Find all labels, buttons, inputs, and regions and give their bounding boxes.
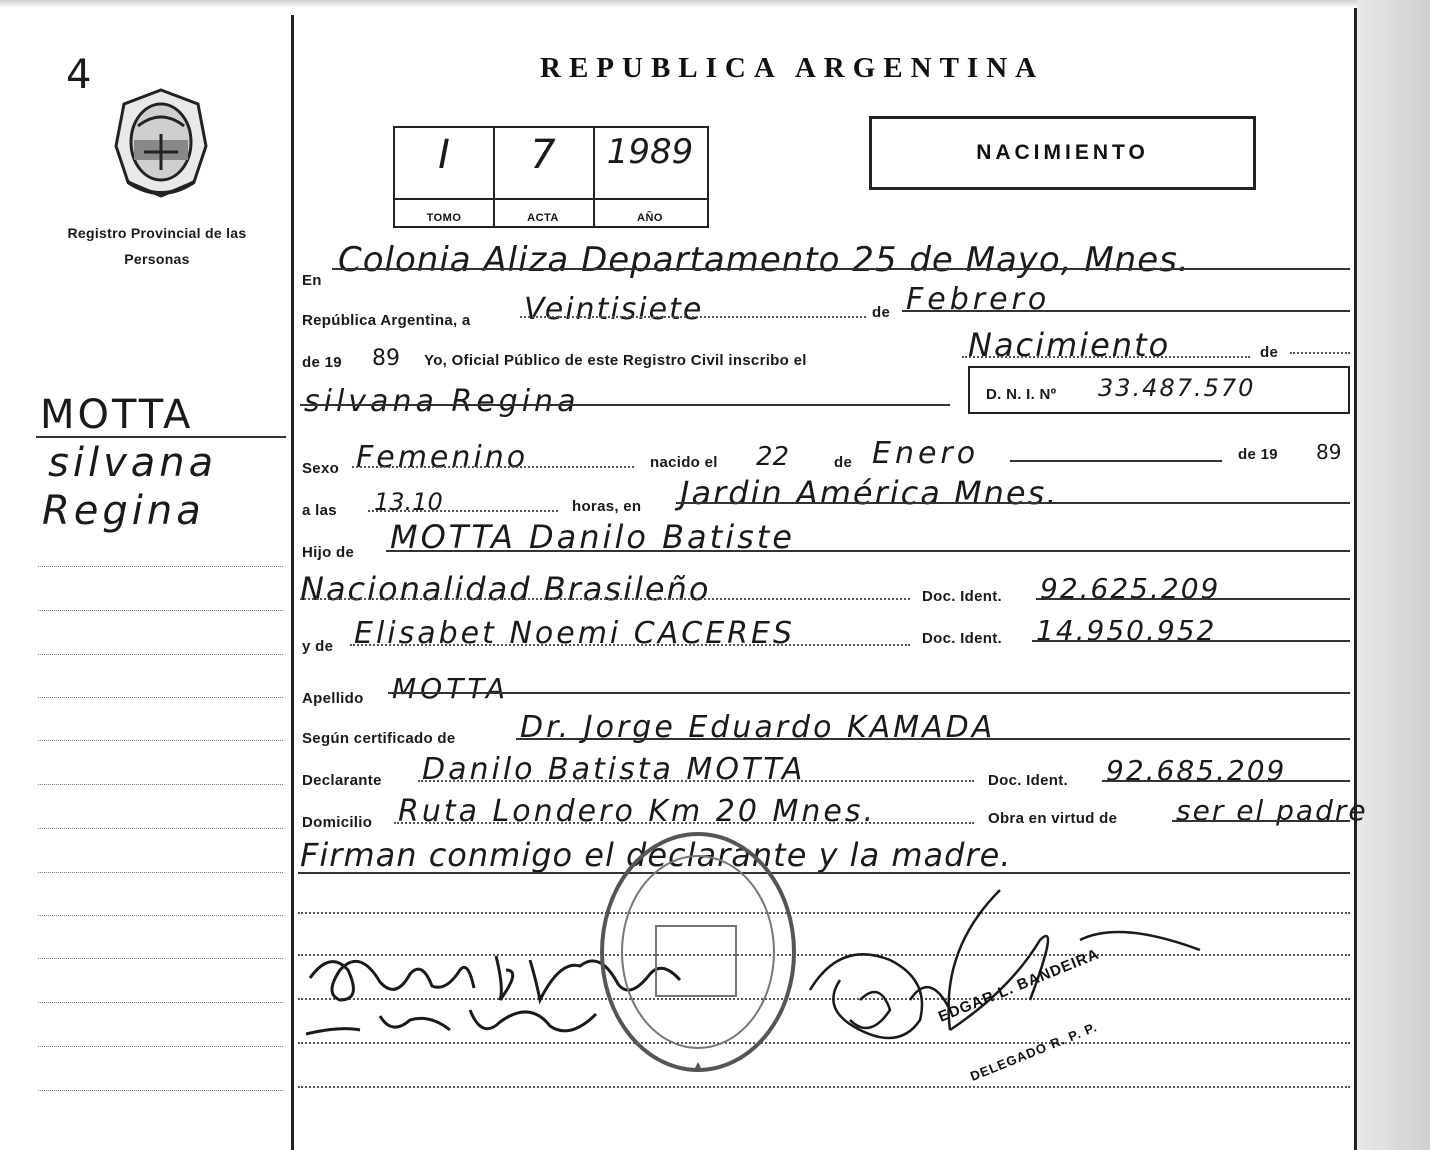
official-seal-icon [596, 826, 800, 1078]
declarante-doc-line [1102, 780, 1350, 782]
de19-label: de 19 [302, 354, 342, 371]
left-column-divider [291, 15, 294, 1150]
lugar-line [676, 502, 1350, 504]
official-signature [800, 880, 1220, 1060]
page-number: 4 [66, 52, 92, 98]
acta-label: ACTA [527, 212, 559, 224]
year-short: 89 [372, 346, 400, 371]
firman-line [298, 872, 1350, 874]
padre-doc-label: Doc. Ident. [922, 588, 1002, 605]
acta-value: 7 [530, 132, 556, 178]
dni-value: 33.487.570 [1098, 374, 1256, 402]
inscribo-tail-line [1290, 352, 1350, 354]
de-label: de [872, 304, 891, 321]
hora-value: 13.10 [374, 488, 443, 516]
dni-label: D. N. I. Nº [986, 386, 1057, 403]
margin-given-name-1: silvana [48, 440, 218, 486]
yo-label: Yo, Oficial Público de este Registro Civil inscribo el [424, 352, 807, 369]
domicilio-label: Domicilio [302, 814, 373, 831]
sexo-line [352, 466, 634, 468]
en-label: En [302, 272, 322, 289]
margin-rule [38, 740, 283, 741]
hora-line [368, 510, 558, 512]
mes-line [902, 310, 1350, 312]
tomo-label: TOMO [426, 212, 462, 224]
dia-value: Veintisiete [524, 292, 704, 327]
firman-value: Firman conmigo el declarante y la madre. [300, 836, 1012, 874]
ano-label: AÑO [637, 212, 663, 224]
margin-surname-underline [36, 436, 286, 438]
margin-rule [38, 915, 283, 916]
obra-value: ser el padre [1176, 794, 1368, 827]
padre-doc-value: 92.625.209 [1040, 572, 1221, 605]
margin-rule [38, 828, 283, 829]
margin-rule [38, 1090, 283, 1091]
margin-rule [38, 1002, 283, 1003]
madre-value: Elisabet Noemi CACERES [354, 616, 795, 651]
document-type-box [869, 116, 1256, 190]
sexo-label: Sexo [302, 460, 340, 477]
madre-doc-line [1032, 640, 1350, 642]
apellido-line [388, 692, 1350, 694]
official-name-stamp: EDGAR L. BANDEIRA [936, 945, 1102, 1026]
tomo-cell [395, 128, 495, 226]
dia-line [520, 316, 866, 318]
ano-cell [593, 128, 709, 226]
nacido-de-label: de [834, 454, 853, 471]
en-value: Colonia Aliza Departamento 25 de Mayo, Mnes. [338, 240, 1190, 280]
en-line [332, 268, 1350, 270]
margin-given-name-2: Regina [42, 488, 205, 534]
padre-doc-line [1036, 598, 1350, 600]
nombre-line [300, 404, 950, 406]
nacido-year: 89 [1316, 440, 1342, 464]
nacionalidad-line [300, 598, 910, 600]
margin-rule [38, 697, 283, 698]
madre-doc-value: 14.950.952 [1036, 614, 1217, 647]
padre-value: MOTTA Danilo Batiste [390, 518, 795, 556]
segun-label: Según certificado de [302, 730, 456, 747]
apellido-label: Apellido [302, 690, 364, 707]
margin-rule [38, 1046, 283, 1047]
apellido-value: MOTTA [392, 672, 509, 705]
obra-line [1172, 820, 1350, 822]
top-edge-shadow [0, 0, 1357, 8]
horas-label: horas, en [572, 498, 642, 515]
margin-rule [38, 872, 283, 873]
declarante-label: Declarante [302, 772, 382, 789]
certificado-value: Dr. Jorge Eduardo KAMADA [520, 710, 996, 745]
country-title: REPUBLICA ARGENTINA [540, 52, 1045, 84]
nacido-mes: Enero [872, 436, 980, 471]
madre-line [350, 644, 910, 646]
padre-line [386, 550, 1350, 552]
declarante-doc-value: 92.685.209 [1106, 754, 1287, 787]
nacido-label: nacido el [650, 454, 718, 471]
dni-box [968, 366, 1350, 414]
margin-surname: MOTTA [40, 392, 194, 438]
republica-label: República Argentina, a [302, 312, 471, 329]
margin-rule [38, 784, 283, 785]
record-box-caption-rule [395, 198, 707, 200]
official-title-stamp: DELEGADO R. P. P. [968, 1019, 1100, 1084]
domicilio-line [394, 822, 974, 824]
yde-label: y de [302, 638, 334, 655]
registry-name: Registro Provincial de las Personas [67, 225, 247, 267]
margin-rule [38, 654, 283, 655]
declarante-line [418, 780, 974, 782]
margin-rule [38, 566, 283, 567]
declarante-value: Danilo Batista MOTTA [422, 752, 806, 787]
madre-doc-label: Doc. Ident. [922, 630, 1002, 647]
document-type-label: NACIMIENTO [976, 141, 1149, 164]
mes-value: Febrero [906, 282, 1051, 317]
lugar-value: Jardin América Mnes. [680, 474, 1059, 512]
nacido-dia: 22 [756, 442, 790, 472]
inscribo-line [962, 356, 1250, 358]
nombre-value: silvana Regina [304, 384, 580, 419]
margin-rule [38, 958, 283, 959]
sexo-value: Femenino [356, 440, 529, 475]
declarante-doc-label: Doc. Ident. [988, 772, 1068, 789]
record-number-box [393, 126, 709, 228]
nacido-de19-label: de 19 [1238, 446, 1278, 463]
margin-rule [38, 610, 283, 611]
ano-value: 1989 [606, 132, 694, 172]
hijo-label: Hijo de [302, 544, 355, 561]
inscribo-value: Nacimiento [968, 326, 1171, 364]
nacido-mes-line [1010, 460, 1222, 462]
coat-of-arms-icon [108, 86, 214, 200]
de-label-2: de [1260, 344, 1279, 361]
page-edge-shadow [1357, 0, 1430, 1150]
obra-label: Obra en virtud de [988, 810, 1118, 827]
nacionalidad-value: Nacionalidad Brasileño [300, 570, 711, 608]
tomo-value: I [438, 132, 450, 178]
alas-label: a las [302, 502, 337, 519]
acta-cell [493, 128, 595, 226]
blank-line [298, 1086, 1350, 1088]
certificado-line [516, 738, 1350, 740]
domicilio-value: Ruta Londero Km 20 Mnes. [398, 794, 877, 829]
